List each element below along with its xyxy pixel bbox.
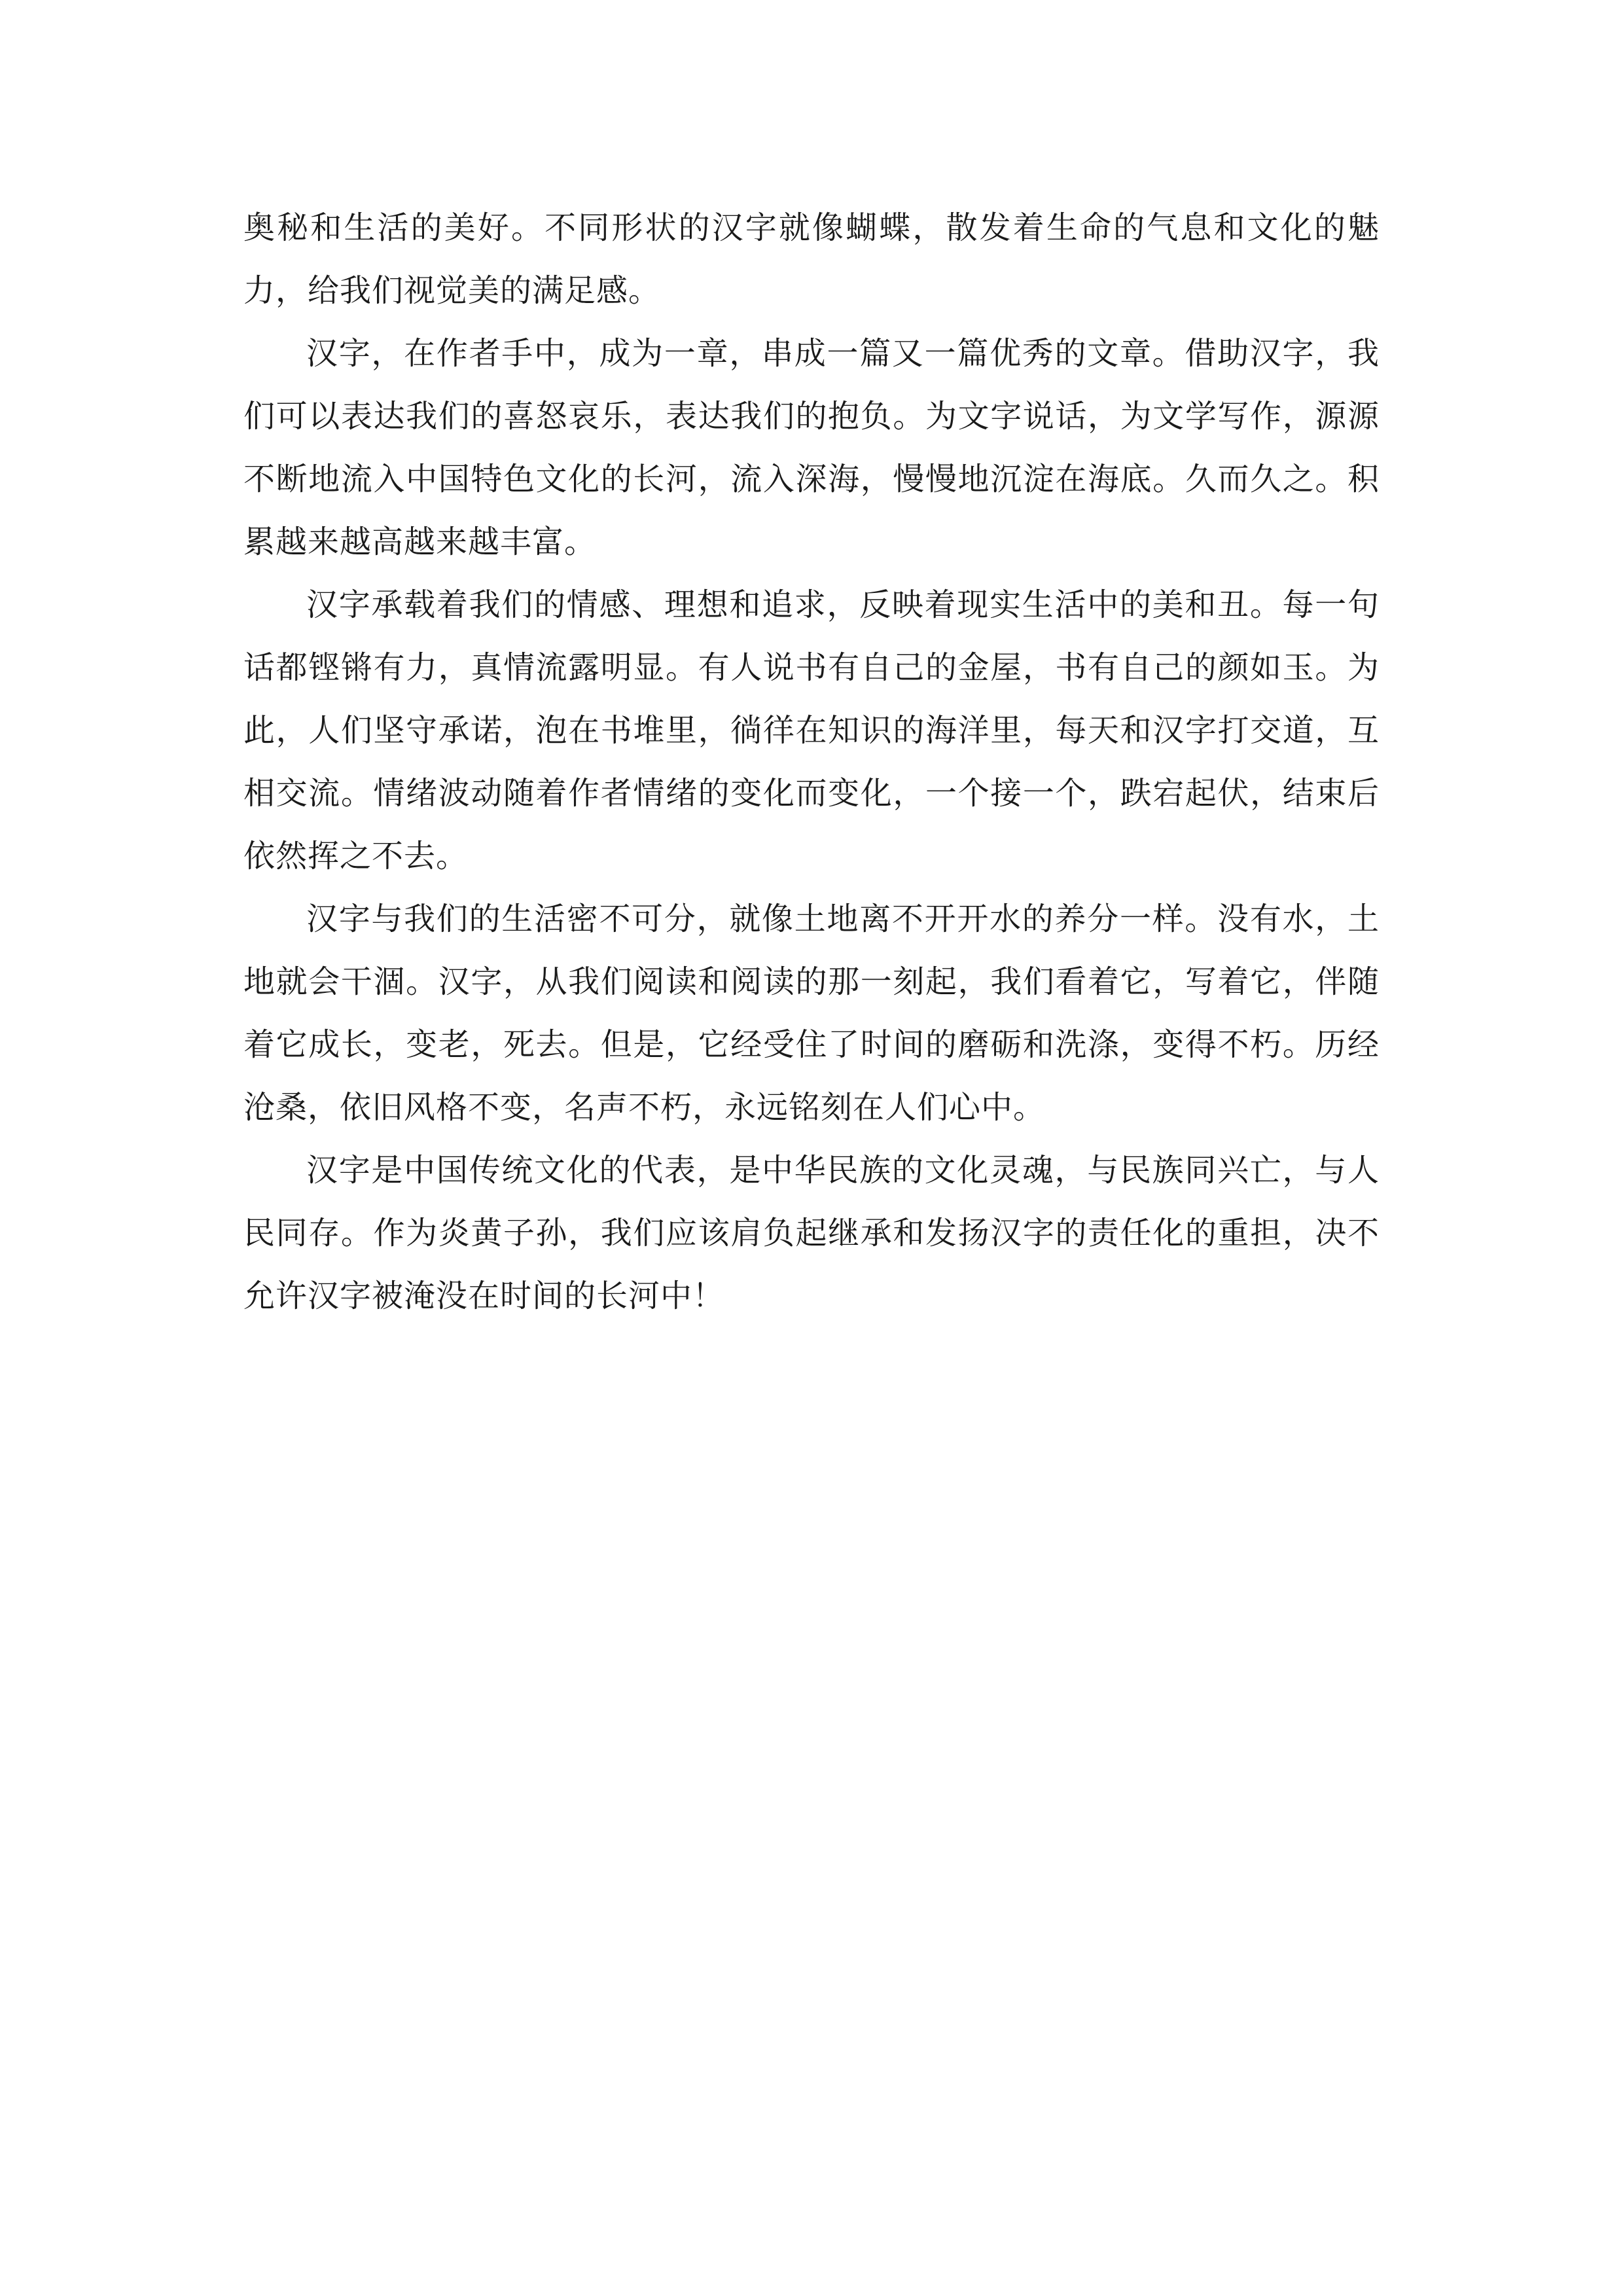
paragraph: 汉字承载着我们的情感、理想和追求，反映着现实生活中的美和丑。每一句话都铿锵有力，真情流露明显。有人说书有自己的金屋，书有自己的颜如玉。为此，人们坚守承诺，泡在书堆里，徜徉在知识的海洋里，每天和汉字打交道，互相交流。情绪波动随着作者情绪的变化而变化，一个接一个，跌宕起伏，结束后依然挥之不去。 — [243, 586, 1380, 874]
document-body — [243, 196, 1380, 1327]
paragraph: 汉字，在作者手中，成为一章，串成一篇又一篇优秀的文章。借助汉字，我们可以表达我们的喜怒哀乐，表达我们的抱负。为文字说话，为文学写作，源源不断地流入中国特色文化的长河，流入深海，慢慢地沉淀在海底。久而久之。积累越来越高越来越丰富。 — [243, 335, 1380, 560]
paragraph: 汉字是中国传统文化的代表，是中华民族的文化灵魂，与民族同兴亡，与人民同存。作为炎黄子孙，我们应该肩负起继承和发扬汉字的责任化的重担，决不允许汉字被淹没在时间的长河中！ — [243, 1152, 1380, 1314]
paragraph-continued: 奥秘和生活的美好。不同形状的汉字就像蝴蝶，散发着生命的气息和文化的魅力，给我们视觉美的满足感。 — [243, 209, 1380, 309]
paragraph: 汉字与我们的生活密不可分，就像土地离不开开水的养分一样。没有水，土地就会干涸。汉字，从我们阅读和阅读的那一刻起，我们看着它，写着它，伴随着它成长，变老，死去。但是，它经受住了时间的磨砺和洗涤，变得不朽。历经沧桑，依旧风格不变，名声不朽，永远铭刻在人们心中。 — [243, 901, 1380, 1126]
